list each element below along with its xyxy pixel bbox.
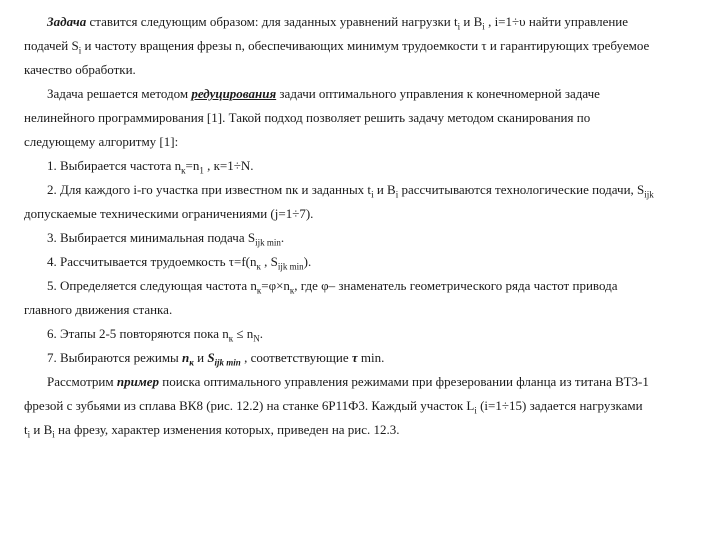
text-run: поиска оптимального управления режимами при фрезеровании фланца из титана ВТ3-1 — [159, 374, 649, 389]
text-line — [24, 398, 643, 414]
subscript: к — [189, 357, 194, 368]
text-run: следующему алгоритму [1]: — [24, 134, 179, 149]
text-line — [47, 158, 254, 174]
subscript: i — [457, 21, 461, 32]
subscript: i — [371, 189, 374, 200]
text-line — [47, 182, 654, 198]
text-run: , к=1÷N. — [203, 158, 254, 173]
text-run: ставится следующим образом: для заданных уравнений нагрузки t — [86, 14, 458, 29]
text-run: t — [24, 422, 28, 437]
text-run: , где φ– знаменатель геометрического ряда частот привода — [294, 278, 618, 293]
text-run: 2. Для каждого i-го участка при известном nк и заданных t — [47, 182, 372, 197]
text-run: пример — [116, 374, 160, 389]
text-line — [24, 206, 313, 222]
subscript: i — [482, 21, 485, 32]
subscript: к — [228, 333, 234, 344]
text-run: . — [259, 326, 264, 341]
text-run: допускаемые техническими ограничениями (j=1÷7). — [24, 206, 314, 221]
subscript: ijk min — [214, 357, 241, 368]
text-run: =n — [185, 158, 200, 173]
subscript: 1 — [199, 165, 204, 176]
text-run: Задача — [47, 14, 87, 29]
text-run: 4. Рассчитывается трудоемкость τ=f(n — [47, 254, 257, 269]
text-run: , соответствующие — [240, 350, 352, 365]
text-run: качество обработки. — [24, 62, 136, 77]
subscript: ijk — [644, 189, 654, 200]
text-run: 5. Определяется следующая частота n — [47, 278, 257, 293]
subscript: к — [289, 285, 295, 296]
text-line — [24, 110, 590, 126]
text-line — [24, 422, 400, 438]
text-line — [24, 302, 172, 318]
text-run: , S — [260, 254, 278, 269]
text-line — [24, 134, 178, 150]
text-run: 6. Этапы 2-5 повторяются пока n — [47, 326, 229, 341]
text-line — [47, 230, 284, 246]
text-line — [47, 86, 600, 102]
text-run: рассчитываются технологические подачи, S — [398, 182, 645, 197]
subscript: i — [78, 45, 82, 56]
text-run: и частоту вращения фрезы n, обеспечивающих минимум трудоемкости τ и гарантирующих требуемое — [81, 38, 650, 53]
subscript: ijk min — [255, 237, 281, 248]
subscript: i — [395, 189, 399, 200]
text-run: и B — [460, 14, 483, 29]
text-run: редуцирования — [191, 86, 277, 101]
text-run: и B — [373, 182, 396, 197]
text-line — [47, 14, 628, 30]
text-run: . — [280, 230, 285, 245]
text-run: (i=1÷15) задается нагрузками — [476, 398, 643, 413]
subscript: i — [474, 405, 477, 416]
text-run: , i=1÷υ найти управление — [484, 14, 629, 29]
text-run: главного движения станка. — [24, 302, 173, 317]
subscript: i — [52, 429, 55, 440]
text-run: задачи оптимального управления к конечномерной задаче — [276, 86, 600, 101]
text-line — [47, 254, 311, 270]
text-run: 3. Выбирается минимальная подача S — [47, 230, 256, 245]
text-line — [24, 38, 649, 54]
subscript: i — [27, 429, 31, 440]
text-run: подачей S — [24, 38, 79, 53]
subscript: ijk min — [277, 261, 304, 272]
text-run: 7. Выбираются режимы — [47, 350, 183, 365]
text-line — [47, 374, 649, 390]
text-run: 1. Выбирается частота n — [47, 158, 182, 173]
text-run: τ — [351, 350, 358, 365]
text-line — [47, 350, 384, 366]
subscript: к — [256, 285, 262, 296]
text-line — [47, 278, 617, 294]
text-run: и B — [30, 422, 53, 437]
text-run: Задача решается методом — [47, 86, 192, 101]
text-run: Рассмотрим — [47, 374, 117, 389]
text-line — [47, 326, 263, 342]
text-line — [24, 62, 136, 78]
text-run: min. — [357, 350, 385, 365]
text-run: фрезой с зубьями из сплава ВК8 (рис. 12.2) на станке 6Р11Ф3. Каждый участок L — [24, 398, 475, 413]
text-run: n — [182, 350, 190, 365]
subscript: к — [181, 165, 186, 176]
text-run: S — [207, 350, 215, 365]
text-run: =φ×n — [261, 278, 290, 293]
subscript: N — [253, 333, 260, 344]
text-run: нелинейного программирования [1]. Такой подход позволяет решить задачу методом сканирования по — [24, 110, 591, 125]
text-run: ). — [303, 254, 312, 269]
subscript: к — [256, 261, 261, 272]
text-run: ≤ n — [233, 326, 254, 341]
text-run: на фрезу, характер изменения которых, приведен на рис. 12.3. — [54, 422, 400, 437]
text-run: и — [193, 350, 208, 365]
